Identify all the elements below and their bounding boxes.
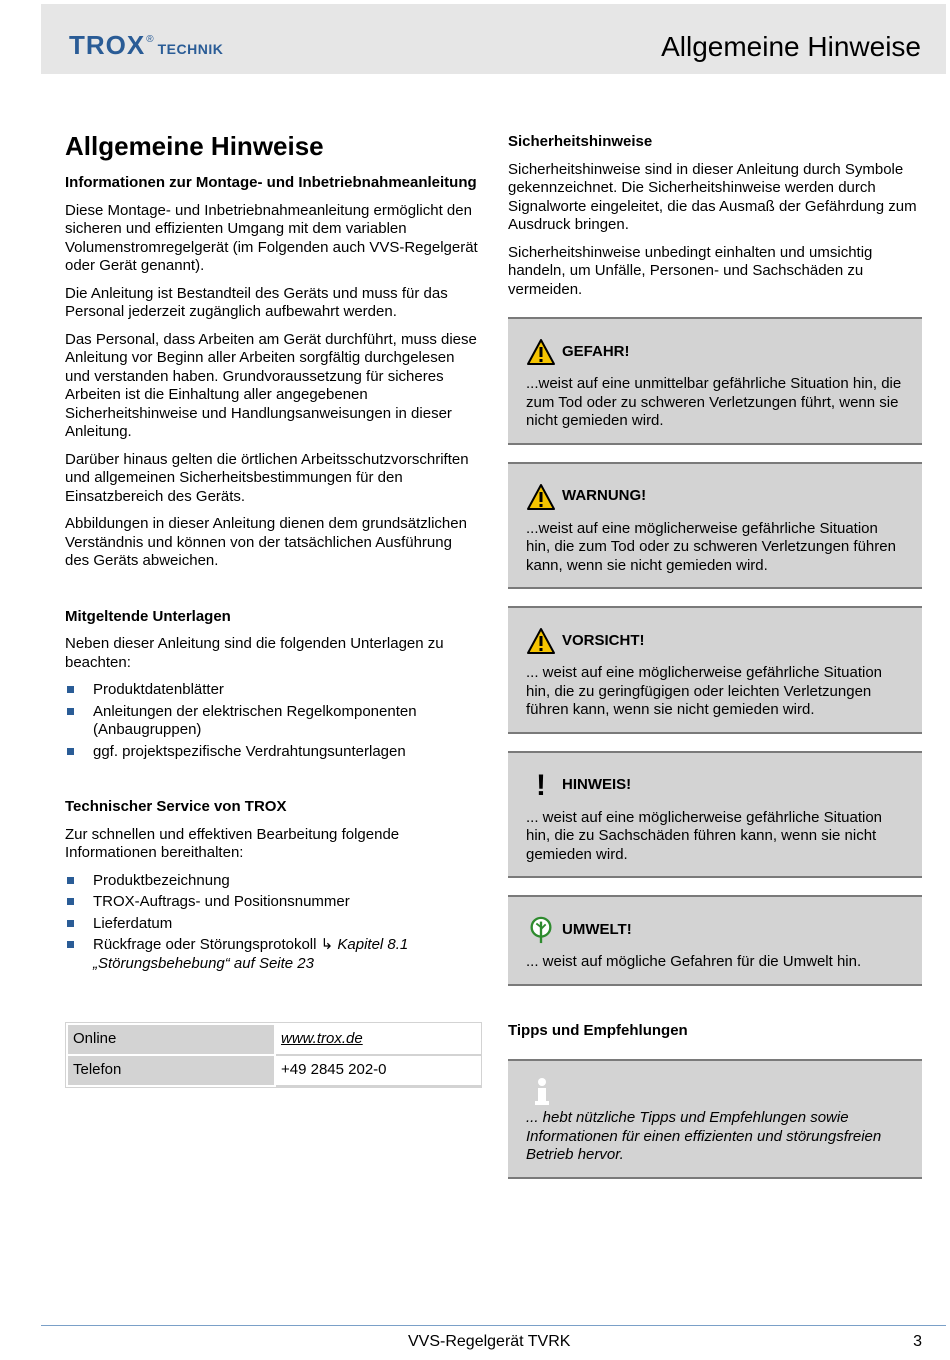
footer-document-title: VVS-Regelgerät TVRK (408, 1333, 571, 1350)
leaf-icon (526, 916, 556, 944)
warning-triangle-icon (526, 483, 556, 511)
footer-divider (41, 1325, 946, 1326)
contact-key: Telefon (67, 1055, 275, 1086)
intro-paragraph-1: Diese Montage- und Inbetriebnahmeanleitung ermöglicht den sicheren und effizienten Umgang mit dem variablen Volumenstromregelgerät (im Folgenden auch VVS-Regelgerät oder Gerät genannt). (65, 201, 478, 274)
box-text: ... weist auf mögliche Gefahren für die Umwelt hin. (526, 953, 862, 970)
page-header (41, 4, 946, 74)
list-item: Produktdatenblätter (65, 681, 480, 700)
list-item: Lieferdatum (65, 915, 480, 934)
warning-triangle-icon (526, 627, 556, 655)
chapter-reference-link[interactable]: Kapitel 8.1 „Störungsbehebung“ auf Seite 23 (93, 936, 409, 972)
tips-box (508, 1059, 922, 1179)
warning-box (508, 462, 922, 590)
box-label: UMWELT! (562, 920, 632, 938)
page-number: 3 (913, 1333, 922, 1350)
box-label: HINWEIS! (562, 776, 632, 794)
contact-key: Online (67, 1024, 275, 1055)
phone-value: +49 2845 202-0 (275, 1055, 480, 1086)
docs-intro: Neben dieser Anleitung sind die folgenden Unterlagen zu beachten: (65, 635, 444, 671)
table-row (67, 1055, 480, 1086)
trox-logo (69, 30, 223, 61)
exclamation-icon: ! (536, 768, 546, 802)
intro-paragraph-4: Darüber hinaus gelten die örtlichen Arbeitsschutzvorschriften und allgemeinen Sicherheitsbestimmungen für den Einsatzbereich des Geräts. (65, 450, 469, 505)
service-list (65, 872, 480, 974)
tips-heading: Tipps und Empfehlungen (508, 1021, 688, 1039)
website-link[interactable]: www.trox.de (281, 1030, 363, 1048)
list-item: Produktbezeichnung (65, 872, 480, 891)
notice-box (508, 751, 922, 879)
box-label: WARNUNG! (562, 487, 647, 505)
intro-paragraph-3: Das Personal, dass Arbeiten am Gerät durchführt, muss diese Anleitung vor Beginn aller Arbeiten sorgfältig durchgelesen und verstanden haben. Grundvoraussetzung für sicheres Arbeiten ist die Einhaltung aller angegebenen Sicherheitshinweise und Handlungsanweisungen in dieser Anleitung. (65, 330, 477, 440)
warning-triangle-icon (526, 338, 556, 366)
intro-paragraph-2: Die Anleitung ist Bestandteil des Geräts und muss für das Personal jederzeit zugänglich aufbewahrt werden. (65, 284, 448, 320)
safety-heading: Sicherheitshinweise (508, 133, 653, 150)
tips-text: ... hebt nützliche Tipps und Empfehlungen sowie Informationen für einen effizienten und störungsfreien Betrieb hervor. (526, 1109, 882, 1163)
info-icon (532, 1077, 552, 1107)
list-item: TROX-Auftrags- und Positionsnummer (65, 893, 480, 912)
list-item: ggf. projektspezifische Verdrahtungsunterlagen (65, 743, 480, 762)
box-label: VORSICHT! (562, 631, 645, 649)
left-column (65, 130, 480, 1094)
safety-paragraph-2: Sicherheitshinweise unbedingt einhalten und umsichtig handeln, um Unfälle, Personen- und Sachschäden zu vermeiden. (508, 243, 873, 298)
intro-heading: Informationen zur Montage- und Inbetriebnahmeanleitung (65, 174, 477, 191)
box-text: ... weist auf eine möglicherweise gefährliche Situation hin, die zu geringfügigen oder leichten Verletzungen führen kann, wenn sie nicht gemieden wird. (526, 664, 883, 718)
safety-paragraph-1: Sicherheitshinweise sind in dieser Anleitung durch Symbole gekennzeichnet. Die Sicherheitshinweise werden durch Signalworte eingeleitet, die das Ausmaß der Gefährdung zum Ausdruck bringen. (508, 160, 917, 233)
list-item (65, 936, 480, 973)
right-column (508, 133, 922, 1179)
header-section-title: Allgemeine Hinweise (661, 31, 921, 62)
contact-table (65, 1022, 482, 1088)
box-label: GEFAHR! (562, 342, 630, 360)
docs-list (65, 681, 480, 761)
service-heading: Technischer Service von TROX (65, 798, 287, 815)
page-title: Allgemeine Hinweise (65, 131, 324, 161)
arrow-reference-icon: ↳ (320, 936, 338, 953)
docs-heading: Mitgeltende Unterlagen (65, 607, 231, 625)
box-text: ...weist auf eine unmittelbar gefährliche Situation hin, die zum Tod oder zu schweren Verletzungen führt, wenn sie nicht gemieden wird. (526, 375, 902, 429)
box-text: ... weist auf eine möglicherweise gefährliche Situation hin, die zu Sachschäden führen kann, wenn sie nicht gemieden wird. (526, 808, 883, 863)
table-row (67, 1024, 480, 1055)
service-intro: Zur schnellen und effektiven Bearbeitung folgende Informationen bereithalten: (65, 825, 400, 861)
intro-paragraph-5: Abbildungen in dieser Anleitung dienen dem grundsätzlichen Verständnis und können von der tatsächlichen Ausführung des Geräts abweichen. (65, 515, 467, 569)
service-item-prefix: Rückfrage oder Störungsprotokoll (93, 936, 321, 953)
box-text: ...weist auf eine möglicherweise gefährliche Situation hin, die zum Tod oder zu schweren Verletzungen führen kann, wenn sie nicht gemieden wird. (526, 519, 896, 574)
environment-box (508, 895, 922, 986)
logo-subtitle: TECHNIK (157, 41, 224, 57)
logo-brand: TROX (69, 30, 146, 60)
logo-registered-mark: ® (146, 34, 154, 45)
list-item: Anleitungen der elektrischen Regelkomponenten (Anbaugruppen) (65, 703, 480, 740)
caution-box (508, 606, 922, 734)
danger-box (508, 317, 922, 445)
